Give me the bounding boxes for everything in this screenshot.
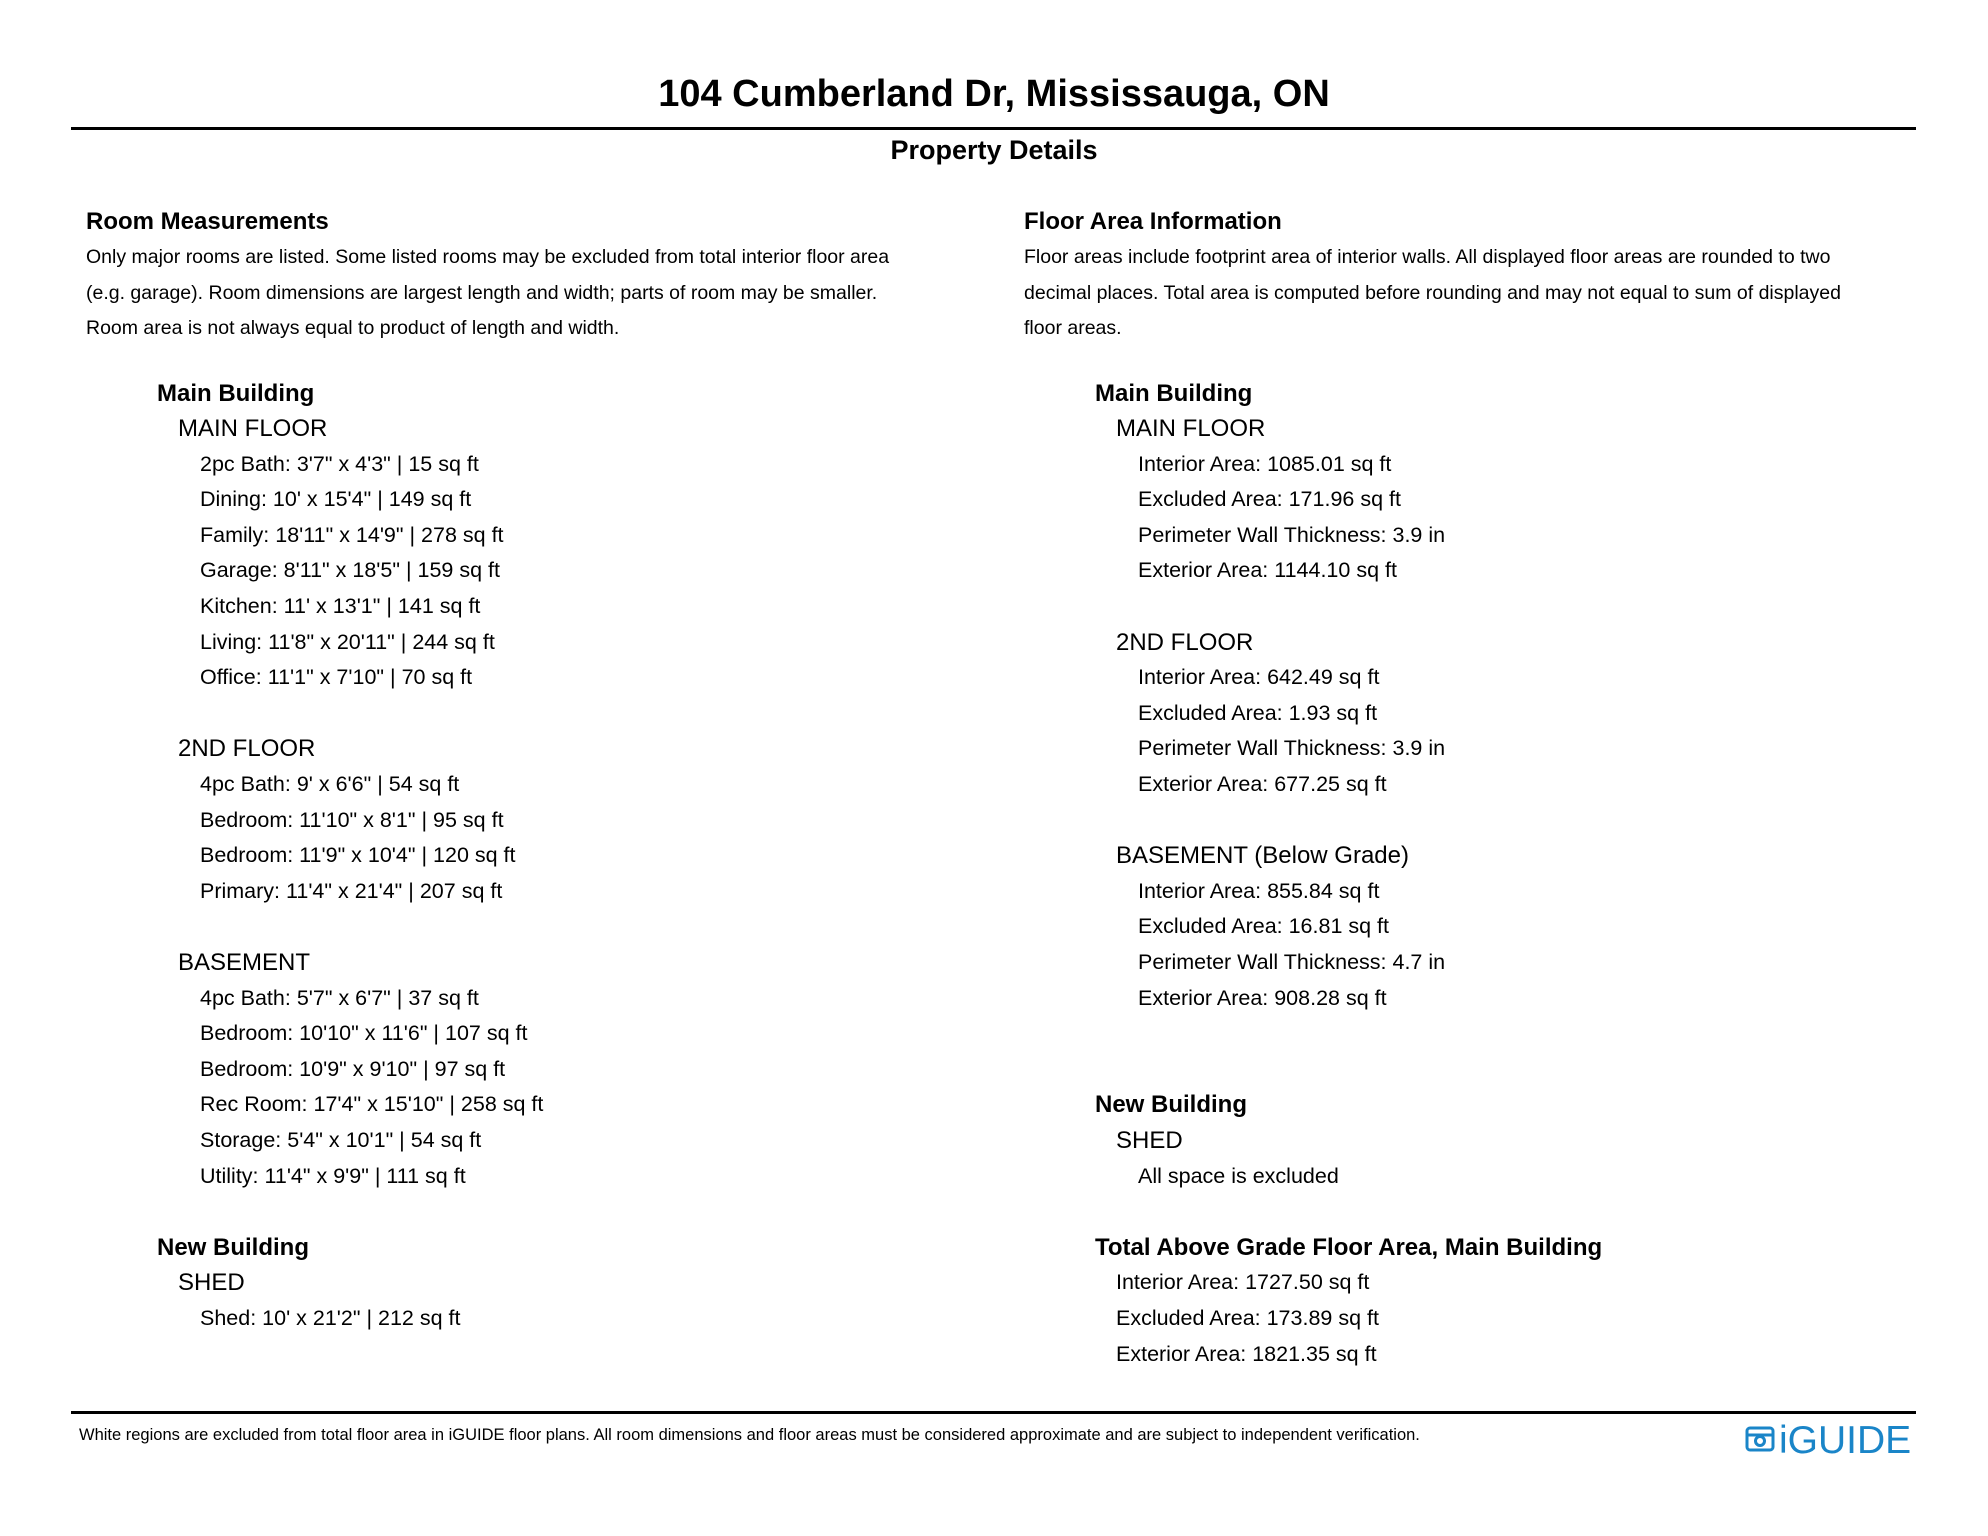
total-area-item: Exterior Area: 1821.35 sq ft: [1116, 1341, 1377, 1366]
footer-disclaimer: White regions are excluded from total floor area in iGUIDE floor plans. All room dimensions and floor areas must be considered approximate and are subject to independent verification.: [79, 1426, 1420, 1444]
building-title: New Building: [157, 1233, 309, 1261]
intro-line: Only major rooms are listed. Some listed rooms may be excluded from total interior floor area: [86, 246, 890, 268]
area-item: Excluded Area: 16.81 sq ft: [1138, 914, 1389, 939]
floor-title: SHED: [178, 1269, 245, 1297]
area-item: Interior Area: 855.84 sq ft: [1138, 878, 1380, 903]
room-item: Utility: 11'4" x 9'9" | 111 sq ft: [200, 1163, 466, 1188]
iguide-logo-text: iGUIDE: [1779, 1419, 1912, 1462]
room-item: 2pc Bath: 3'7" x 4'3" | 15 sq ft: [200, 451, 479, 476]
area-item: All space is excluded: [1138, 1163, 1339, 1188]
room-item: Kitchen: 11' x 13'1" | 141 sq ft: [200, 594, 481, 619]
intro-line: Floor areas include footprint area of interior walls. All displayed floor areas are rounded to two: [1024, 246, 1831, 268]
room-item: Bedroom: 11'10" x 8'1" | 95 sq ft: [200, 807, 504, 832]
room-item: 4pc Bath: 5'7" x 6'7" | 37 sq ft: [200, 985, 479, 1010]
section-title: Floor Area Information: [1024, 208, 1282, 235]
room-item: Living: 11'8" x 20'11" | 244 sq ft: [200, 629, 495, 654]
room-measurements-section: [86, 204, 986, 1337]
room-item: Shed: 10' x 21'2" | 212 sq ft: [200, 1305, 461, 1330]
area-item: Exterior Area: 1144.10 sq ft: [1138, 558, 1397, 583]
floor-title: MAIN FLOOR: [1116, 415, 1266, 443]
building-title: New Building: [1095, 1091, 1247, 1119]
room-item: Dining: 10' x 15'4" | 149 sq ft: [200, 487, 472, 512]
building-title: Main Building: [157, 379, 315, 407]
intro-line: Room area is not always equal to product of length and width.: [86, 317, 620, 339]
intro-line: decimal places. Total area is computed before rounding and may not equal to sum of displayed: [1024, 281, 1841, 304]
room-item: 4pc Bath: 9' x 6'6" | 54 sq ft: [200, 772, 460, 797]
page-subtitle: Property Details: [890, 135, 1098, 165]
building-title: Main Building: [1095, 379, 1253, 407]
area-item: Perimeter Wall Thickness: 3.9 in: [1138, 736, 1446, 761]
area-item: Excluded Area: 1.93 sq ft: [1138, 700, 1378, 725]
area-item: Perimeter Wall Thickness: 3.9 in: [1138, 522, 1446, 547]
page-title: 104 Cumberland Dr, Mississauga, ON: [658, 73, 1330, 115]
room-item: Bedroom: 10'10" x 11'6" | 107 sq ft: [200, 1021, 528, 1046]
total-area-title: Total Above Grade Floor Area, Main Building: [1095, 1233, 1603, 1261]
room-item: Office: 11'1" x 7'10" | 70 sq ft: [200, 665, 473, 690]
room-item: Bedroom: 11'9" x 10'4" | 120 sq ft: [200, 843, 516, 868]
area-item: Interior Area: 1085.01 sq ft: [1138, 451, 1392, 476]
intro-line: (e.g. garage). Room dimensions are largest length and width; parts of room may be smaller.: [86, 281, 878, 304]
room-item: Storage: 5'4" x 10'1" | 54 sq ft: [200, 1127, 482, 1152]
header-divider: [71, 127, 1916, 130]
floor-title: BASEMENT (Below Grade): [1116, 842, 1409, 870]
room-item: Bedroom: 10'9" x 9'10" | 97 sq ft: [200, 1056, 506, 1081]
area-item: Exterior Area: 677.25 sq ft: [1138, 772, 1387, 797]
floor-title: 2ND FLOOR: [178, 735, 316, 763]
floor-title: SHED: [1116, 1126, 1183, 1154]
footer-divider: [71, 1411, 1916, 1414]
iguide-camera-icon: [1745, 1423, 1775, 1460]
floor-title: BASEMENT: [178, 949, 311, 976]
room-item: Rec Room: 17'4" x 15'10" | 258 sq ft: [200, 1092, 544, 1117]
room-item: Primary: 11'4" x 21'4" | 207 sq ft: [200, 878, 503, 903]
floor-title: 2ND FLOOR: [1116, 628, 1254, 656]
room-item: Family: 18'11" x 14'9" | 278 sq ft: [200, 522, 504, 547]
area-item: Excluded Area: 171.96 sq ft: [1138, 487, 1401, 512]
floor-title: MAIN FLOOR: [178, 415, 328, 443]
total-area-item: Excluded Area: 173.89 sq ft: [1116, 1305, 1379, 1330]
area-item: Interior Area: 642.49 sq ft: [1138, 665, 1380, 690]
intro-line: floor areas.: [1024, 317, 1122, 339]
room-item: Garage: 8'11" x 18'5" | 159 sq ft: [200, 558, 500, 583]
total-area-item: Interior Area: 1727.50 sq ft: [1116, 1270, 1370, 1295]
area-item: Exterior Area: 908.28 sq ft: [1138, 985, 1387, 1010]
floor-area-section: [1024, 204, 1924, 1372]
iguide-logo: [1745, 1419, 1911, 1463]
area-item: Perimeter Wall Thickness: 4.7 in: [1138, 950, 1446, 974]
section-title: Room Measurements: [86, 208, 329, 235]
